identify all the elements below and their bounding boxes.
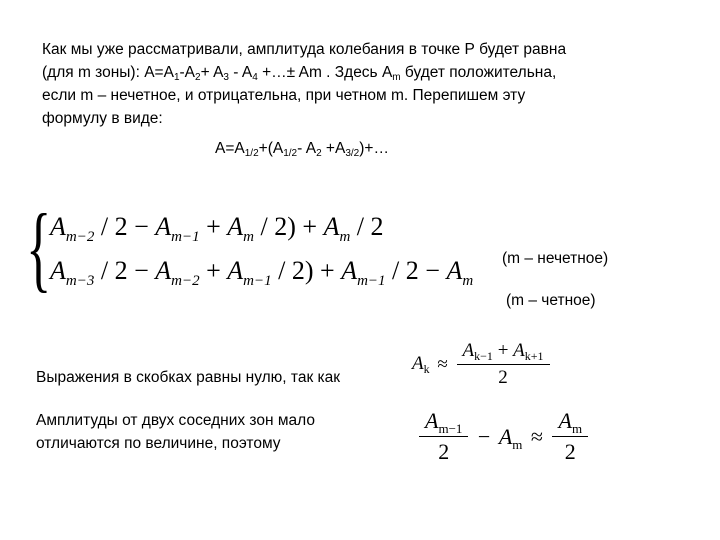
statement-brackets-zero: Выражения в скобках равны нулю, так как bbox=[36, 369, 341, 386]
subscript: m−1 bbox=[243, 273, 272, 289]
math-symbol: A bbox=[425, 408, 439, 433]
math-operator: + bbox=[492, 340, 514, 361]
subscript: 2 bbox=[195, 72, 201, 83]
math-symbol: A bbox=[155, 256, 172, 285]
subscript: m bbox=[243, 229, 255, 245]
formula-part: +A bbox=[321, 140, 346, 157]
subscript: 1/2 bbox=[283, 148, 298, 159]
math-symbol: A bbox=[558, 408, 572, 433]
approx-operator: ≈ bbox=[437, 353, 448, 375]
math-symbol: A bbox=[341, 256, 358, 285]
fraction-denominator: 2 bbox=[457, 364, 550, 389]
system-brace: { bbox=[26, 194, 52, 301]
subscript: k−1 bbox=[474, 349, 493, 363]
fraction-denominator: 2 bbox=[552, 436, 588, 465]
intro-line-1: Как мы уже рассматривали, амплитуда колебания в точке Р будет равна bbox=[42, 41, 567, 58]
fraction bbox=[422, 408, 465, 465]
math-operator: + bbox=[199, 256, 228, 285]
rewritten-formula bbox=[215, 140, 389, 158]
intro-line-3: если m – нечетное, и отрицательна, при четном m. Перепишем эту bbox=[42, 87, 526, 104]
fraction bbox=[460, 340, 547, 389]
system-row-2 bbox=[50, 256, 474, 289]
subscript: m bbox=[571, 421, 583, 436]
math-symbol: A bbox=[323, 212, 340, 241]
formula-part: )+… bbox=[359, 140, 389, 157]
subscript: k bbox=[423, 361, 430, 376]
formula-part: A=A bbox=[215, 140, 245, 157]
fraction-denominator: 2 bbox=[419, 436, 468, 465]
subscript: m bbox=[392, 72, 401, 83]
subscript: m bbox=[462, 273, 474, 289]
subscript: m−1 bbox=[171, 229, 200, 245]
subscript: m−1 bbox=[438, 421, 463, 436]
subscript: m−2 bbox=[171, 273, 200, 289]
intro-line-2-part: + A bbox=[200, 64, 224, 81]
math-symbol: A bbox=[462, 340, 475, 361]
equation-approximation bbox=[418, 408, 589, 465]
math-symbol: A bbox=[50, 256, 66, 285]
equation-neighbor-average bbox=[412, 340, 551, 389]
intro-line-2-part: - A bbox=[228, 64, 253, 81]
approx-operator: ≈ bbox=[530, 423, 543, 449]
math-symbol: A bbox=[446, 256, 463, 285]
fraction-numerator bbox=[460, 340, 547, 364]
math-operator: / 2 − bbox=[94, 212, 156, 241]
math-operator: / 2) + bbox=[254, 212, 324, 241]
math-symbol: A bbox=[227, 212, 244, 241]
subscript: m−3 bbox=[65, 273, 95, 289]
subscript: 2 bbox=[316, 148, 322, 159]
intro-line-2-part: будет положительна, bbox=[400, 64, 557, 81]
intro-paragraph bbox=[42, 38, 682, 130]
formula-part: - A bbox=[297, 140, 317, 157]
subscript: m bbox=[339, 229, 351, 245]
math-operator: + bbox=[199, 212, 228, 241]
math-symbol: A bbox=[155, 212, 172, 241]
subscript: 1 bbox=[173, 72, 180, 83]
note-even: (m – четное) bbox=[506, 292, 596, 309]
intro-line-2-part: (для m зоны): A=A bbox=[42, 64, 174, 81]
math-symbol: A bbox=[513, 340, 525, 361]
math-operator: / 2 − bbox=[94, 256, 156, 285]
math-operator: / 2) + bbox=[271, 256, 342, 285]
subscript: m−1 bbox=[357, 273, 386, 289]
intro-line-2-part: +…± Am . Здесь A bbox=[257, 64, 393, 81]
subscript: m bbox=[512, 436, 523, 452]
math-symbol: A bbox=[412, 352, 424, 374]
subscript: 3 bbox=[223, 72, 229, 83]
formula-part: +(A bbox=[258, 140, 284, 157]
math-symbol: A bbox=[498, 423, 513, 449]
math-operator: / 2 bbox=[350, 212, 384, 241]
subscript: 1/2 bbox=[244, 148, 259, 159]
note-odd: (m – нечетное) bbox=[502, 250, 609, 267]
math-symbol: A bbox=[227, 256, 244, 285]
fraction-numerator bbox=[422, 408, 465, 436]
intro-line-2-part: -A bbox=[179, 64, 195, 81]
subscript: 4 bbox=[252, 72, 258, 83]
fraction bbox=[555, 408, 585, 465]
math-operator: / 2 − bbox=[385, 256, 447, 285]
intro-line-2 bbox=[42, 61, 682, 84]
minus-operator: − bbox=[477, 423, 491, 449]
intro-line-4: формулу в виде: bbox=[42, 110, 163, 127]
math-symbol: A bbox=[50, 212, 66, 241]
subscript: 3/2 bbox=[345, 148, 360, 159]
statement-adjacent-zones: Амплитуды от двух соседних зон мало отличаются по величине, поэтому bbox=[36, 412, 315, 452]
fraction-numerator bbox=[555, 408, 585, 436]
math-term bbox=[498, 423, 523, 452]
subscript: m−2 bbox=[65, 229, 95, 245]
system-row-1 bbox=[50, 212, 384, 245]
subscript: k+1 bbox=[524, 349, 544, 363]
